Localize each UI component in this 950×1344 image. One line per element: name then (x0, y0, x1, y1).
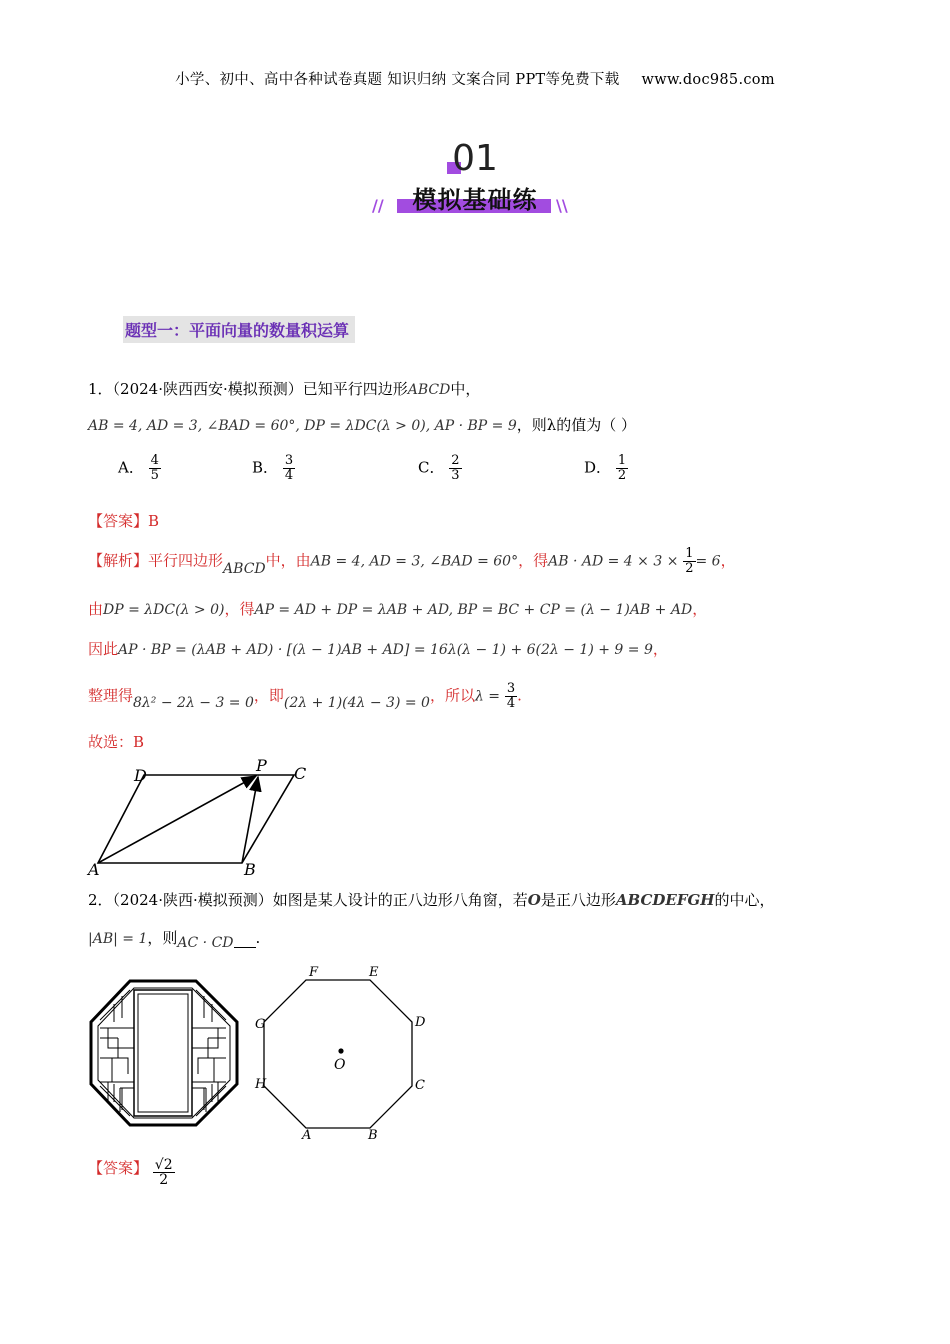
parallelogram-abcd (98, 775, 294, 863)
label-d: D (415, 1015, 426, 1030)
q1-option-c-frac: $\frac{2}{3}$ (451, 453, 460, 483)
q2-answer-blank[interactable] (234, 933, 256, 948)
label-b: B (368, 1128, 378, 1143)
q1-parallelogram-figure (80, 755, 320, 880)
q1-analysis-line1: 【解析】平行四边形ABCD中，由AB = 4, AD = 3, ∠BAD = 60°，得AB · AD = 4 × 3 × $\frac{1}{2}$ = 6， (88, 546, 736, 577)
q1-analysis-line4: 整理得8λ² − 2λ − 3 = 0，即(2λ + 1)(4λ − 3) = 0，所以λ = $\frac{3}{4}$ . (88, 681, 522, 711)
q1-option-d[interactable]: D． $\frac{1}{2}$ (584, 453, 627, 483)
label-o: O (334, 1057, 346, 1073)
q1-stem (88, 378, 480, 399)
q1-answer: 【答案】B (88, 512, 160, 530)
q1-option-b-frac: $\frac{3}{4}$ (284, 453, 294, 483)
label-g: G (255, 1017, 266, 1032)
header-site[interactable]: www.doc985.com (641, 72, 775, 88)
label-b: B (244, 860, 256, 879)
q1-option-c[interactable]: C． $\frac{2}{3}$ (418, 453, 460, 483)
page-header (0, 68, 950, 89)
q1-stem-suffix: 中， (450, 380, 481, 398)
q2-line2: |AB| = 1，则AC · CD . (88, 929, 261, 951)
q1-option-a[interactable]: A． $\frac{4}{5}$ (118, 453, 159, 483)
slash-decoration-left: // (372, 196, 384, 215)
q1-condition-line (88, 414, 636, 435)
type-heading: 题型一：平面向量的数量积运算 (123, 316, 355, 343)
q1-stem-var: ABCD (407, 382, 451, 398)
label-e: E (369, 965, 379, 980)
section-title: 模拟基础练 (412, 186, 538, 214)
label-c: C (294, 764, 307, 783)
section-number: 01 (452, 138, 498, 179)
center-point-o (338, 1048, 343, 1053)
q1-analysis-line3: 因此AP · BP = (λAB + AD) · [(λ − 1)AB + AD] = 16λ(λ − 1) + 6(2λ − 1) + 9 = 9， (88, 640, 668, 658)
q1-condition: AB = 4, AD = 3, ∠BAD = 60°, DP = λDC(λ > 0), AP · BP = 9 (88, 418, 517, 434)
slash-decoration-right: \\ (556, 196, 568, 215)
vector-ap (98, 776, 256, 863)
label-a: A (88, 860, 100, 879)
octagon-abcdefgh (264, 980, 412, 1128)
q1-option-b[interactable]: B． $\frac{3}{4}$ (252, 453, 294, 483)
label-h: H (255, 1077, 267, 1092)
q1-option-d-frac: $\frac{1}{2}$ (617, 453, 627, 483)
q2-stem: 2．（2024·陕西·模拟预测）如图是某人设计的正八边形八角窗，若O是正八边形ABCDEFGH的中心， (88, 891, 775, 909)
q1-ask: ，则λ的值为（ ） (516, 416, 637, 434)
label-f: F (309, 965, 319, 980)
label-d: D (134, 766, 147, 785)
octagon-window-figure (88, 978, 240, 1128)
q1-option-a-frac: $\frac{4}{5}$ (150, 453, 159, 483)
label-a: A (302, 1128, 312, 1143)
q1-stem-prefix: 1．（2024·陕西西安·模拟预测）已知平行四边形 (88, 380, 408, 398)
q2-answer: 【答案】 $\frac{√2}{2}$ (88, 1157, 173, 1188)
label-c: C (415, 1078, 425, 1093)
q1-conclusion: 故选：B (88, 733, 145, 751)
labeled-octagon-figure (252, 962, 434, 1146)
header-text: 小学、初中、高中各种试卷真题 知识归纳 文案合同 PPT等免费下载 (175, 72, 620, 88)
label-p: P (256, 756, 267, 775)
q1-analysis-line2: 由DP = λDC(λ > 0)，得AP = AD + DP = λAB + AD, BP = BC + CP = (λ − 1)AB + AD， (88, 600, 708, 618)
